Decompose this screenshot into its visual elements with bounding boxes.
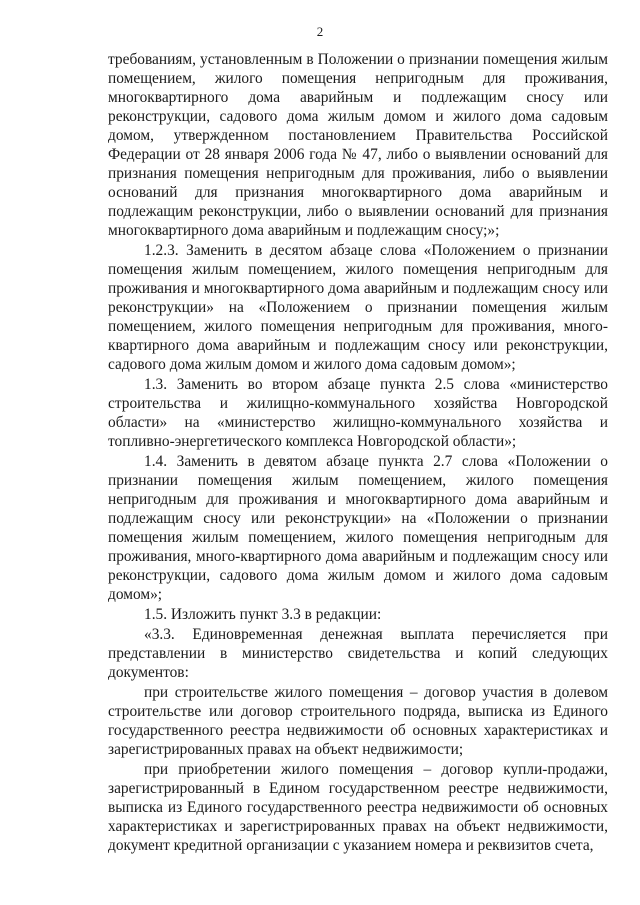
document-body <box>108 50 608 856</box>
paragraph-1-3: 1.3. Заменить во втором абзаце пункта 2.5 слова «министерство строительства и жилищно-коммунального хозяйства Новгородской области» на «министерство жилищно-коммунального хозяйства и топливно-энергетического комплекса Новгородской области»; <box>108 376 608 450</box>
paragraph-1-2-3: 1.2.3. Заменить в десятом абзаце слова «Положением о признании помещения жилым помещением, жилого помещения непригодным для проживания и многоквартирного дома аварийным и подлежащим сносу или реконструкции» на «Положением о признании помещения жилым помещением, жилого помещения непригодным для проживания, много-квартирного дома аварийным и подлежащим сносу или реконструкции, садового дома жилым домом и жилого дома садовым домом»; <box>108 242 608 373</box>
paragraph-3-3: «3.3. Единовременная денежная выплата перечисляется при представлении в министерство свидетельства и копий следующих документов: <box>108 626 608 681</box>
paragraph-continuation: требованиям, установленным в Положении о признании помещения жилым помещением, жилого помещения непригодным для проживания, многоквартирного дома аварийным и подлежащим сносу или реконструкции, садового дома жилым домом и жилого дома садовым домом, утвержденном постановлением Правительства Российской Федерации от 28 января 2006 года № 47, либо о выявлении оснований для признания помещения непригодным для проживания, либо о выявлении оснований для признания многоквартирного дома аварийным и подлежащим реконструкции, либо о выявлении оснований для признания многоквартирного дома аварийным и подлежащим сносу;»; <box>108 51 608 239</box>
paragraph-1-5: 1.5. Изложить пункт 3.3 в редакции: <box>144 606 382 623</box>
paragraph-construction: при строительстве жилого помещения – договор участия в долевом строительстве или договор строительного подряда, выписка из Единого государственного реестра недвижимости об основных характеристиках и зарегистрированных правах на объект недвижимости; <box>108 684 608 758</box>
paragraph-purchase: при приобретении жилого помещения – договор купли-продажи, зарегистрированный в Едином государственном реестре недвижимости, выписка из Единого государственного реестра недвижимости об основных характеристиках и зарегистрированных правах на объект недвижимости, документ кредитной организации с указанием номера и реквизитов счета, <box>108 761 608 854</box>
page-number: 2 <box>316 24 324 39</box>
paragraph-1-4: 1.4. Заменить в девятом абзаце пункта 2.7 слова «Положении о признании помещения жилым помещением, жилого помещения непригодным для проживания и многоквартирного дома аварийным и подлежащим сносу или реконструкции» на «Положении о признании помещения жилым помещением, жилого помещения непригодным для проживания, много-квартирного дома аварийным и подлежащим сносу или реконструкции, садового дома жилым домом и жилого дома садовым домом»; <box>108 453 608 603</box>
